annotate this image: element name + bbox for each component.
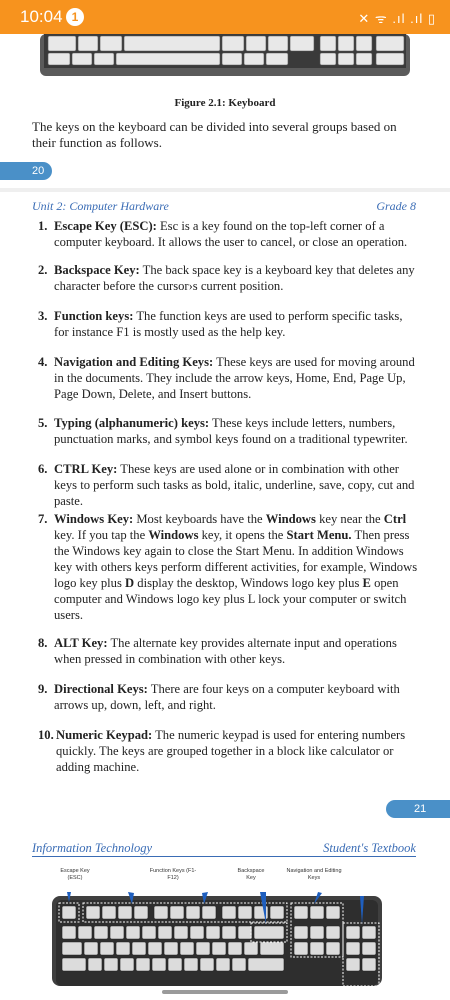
list-item-function: 3. Function keys: The function keys are used to perform specific tasks, for instance F1 is mostly used as the help key. (38, 309, 403, 339)
list-item-directional: 9. Directional Keys: There are four keys on a computer keyboard with arrows up, down, left, and right. (38, 682, 400, 712)
list-item-windows: 7. Windows Key: Most keyboards have the Windows key near the Ctrl key. If you tap the Windows key, it opens the Start Menu. Then press the Windows key again to close the Start Menu. In addition Windows key with others keys perform different activities, for example, Windows logo key plus D display the desktop, Windows logo key plus E open computer and Windows logo key plus L lock your computer or switch users. (38, 512, 418, 622)
keyboard-image-top (40, 34, 410, 80)
list-item-ctrl: 6. CTRL Key: These keys are used alone or in combination with other keys to perform such tasks as bold, italic, underline, save, copy, cut and paste. (38, 462, 415, 508)
list-item-backspace: 2. Backspace Key: The back space key is a keyboard key that deletes any character before the cursor›s current position. (38, 263, 415, 293)
key-groups-list (38, 218, 420, 775)
header-rule (32, 856, 416, 857)
status-bar (0, 0, 450, 34)
unit-title: Unit 2: Computer Hardware (32, 199, 169, 213)
list-item-escape: 1. Escape Key (ESC): Esc is a key found on the top-left corner of a computer keyboard. It allows the user to cancel, or close an operation. (38, 219, 408, 249)
page-divider (0, 188, 450, 192)
grade-label: Grade 8 (376, 199, 416, 213)
page-number-tab: 20 (0, 162, 52, 180)
backspace-key-label: Backspace Key (237, 868, 265, 881)
keyboard-diagram (52, 890, 382, 986)
status-time: 10:04 (20, 7, 63, 26)
list-item-alt: 8. ALT Key: The alternate key provides alternate input and operations when pressed in combination with other keys. (38, 636, 397, 666)
list-item-numeric-keypad: 10. Numeric Keypad: The numeric keypad is used for entering numbers quickly. The keys are grouped together in a block like calculator or adding machine. (38, 728, 406, 774)
status-icons: ✕ ᯤ .ıl .ıl ▯ (358, 11, 436, 26)
list-item-typing: 5. Typing (alphanumeric) keys: These keys include letters, numbers, punctuation marks, and symbol keys found on a traditional typewriter. (38, 416, 408, 446)
notification-badge: 1 (66, 8, 84, 26)
escape-key-label: Escape Key (ESC) (60, 868, 90, 881)
book-title-header: Information Technology (32, 841, 153, 855)
navigation-keys-label: Navigation and Editing Keys (286, 868, 342, 881)
home-indicator[interactable] (162, 990, 288, 994)
function-keys-label: Function Keys (F1-F12) (149, 868, 197, 881)
textbook-header: Student's Textbook (323, 841, 416, 855)
list-item-navigation: 4. Navigation and Editing Keys: These keys are used for moving around in the documents. They include the arrow keys, Home, End, Page Up, Page Down, Delete, and Insert buttons. (38, 355, 415, 401)
figure-caption: Figure 2.1: Keyboard (174, 97, 276, 109)
intro-paragraph: The keys on the keyboard can be divided into several groups based on their function as follows. (32, 119, 397, 150)
page-number-tab: 21 (386, 800, 450, 818)
